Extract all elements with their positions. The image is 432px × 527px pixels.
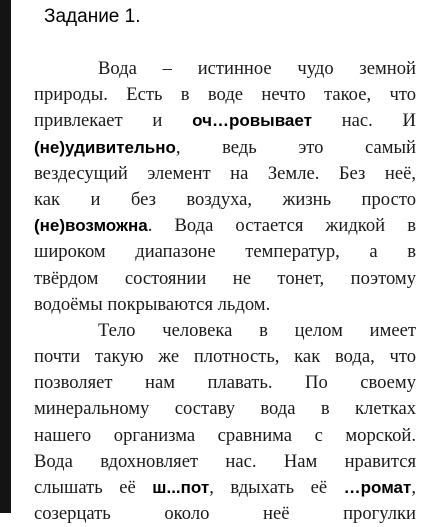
task-title: Задание 1. bbox=[44, 6, 141, 27]
paragraph-2-line-5: нашего организма сравнима с морской. bbox=[34, 424, 416, 446]
paragraph-1-line-1: Вода – истинное чудо земной bbox=[98, 58, 416, 79]
paragraph-1-line-5: вездесущий элемент на Земле. Без неё, bbox=[34, 162, 416, 184]
bold-word-shepot: ш...пот bbox=[152, 478, 210, 497]
paragraph-2-line-3: позволяет нам плавать. По своему bbox=[34, 372, 416, 394]
text-segment: нас. И bbox=[311, 110, 416, 132]
text-segment: слышать её bbox=[34, 477, 153, 498]
paragraph-2-line-6: Вода вдохновляет нас. Нам нравится bbox=[34, 450, 416, 472]
text-segment: , bbox=[411, 477, 416, 498]
paragraph-2-line-2: почти такую же плотность, как вода, что bbox=[34, 346, 416, 368]
bold-word-nevozmozhna: (не)возможна bbox=[34, 216, 148, 236]
paragraph-1-line-4 bbox=[34, 135, 416, 161]
paragraph-1-line-2: природы. Есть в воде нечто такое, что bbox=[34, 84, 416, 106]
text-segment: , ведь это самый bbox=[175, 136, 416, 158]
bold-word-aromat: …ромат bbox=[343, 478, 412, 497]
paragraph-2-line-4: минеральному составу вода в клетках bbox=[34, 398, 416, 420]
text-segment: . Вода остается жидкой в bbox=[147, 215, 416, 237]
paragraph-1 bbox=[34, 56, 416, 318]
document-text bbox=[34, 56, 416, 527]
paragraph-1-line-3 bbox=[34, 108, 416, 134]
paragraph-2 bbox=[34, 318, 416, 527]
left-page-edge bbox=[0, 0, 11, 513]
paragraph-2-line-8: созерцать около неё прогулки bbox=[34, 503, 416, 525]
bold-word-ocharovyvaet: оч…ровывает bbox=[192, 111, 312, 131]
paragraph-2-line-7 bbox=[34, 475, 416, 501]
text-segment: , вдыхать её bbox=[209, 477, 344, 498]
paragraph-1-line-8: широком диапазоне температур, а в bbox=[34, 241, 416, 263]
paragraph-1-line-6: как и без воздуха, жизнь просто bbox=[34, 188, 416, 210]
paragraph-1-line-10: водоёмы покрываются льдом. bbox=[34, 293, 271, 315]
paragraph-1-line-9: твёрдом состоянии не тонет, поэтому bbox=[34, 267, 416, 289]
text-segment: привлекает и bbox=[34, 110, 193, 132]
paragraph-1-line-7 bbox=[34, 213, 416, 239]
bold-word-neudivitelno: (не)удивительно bbox=[34, 137, 176, 157]
paragraph-2-line-1: Тело человека в целом имеет bbox=[98, 319, 416, 341]
